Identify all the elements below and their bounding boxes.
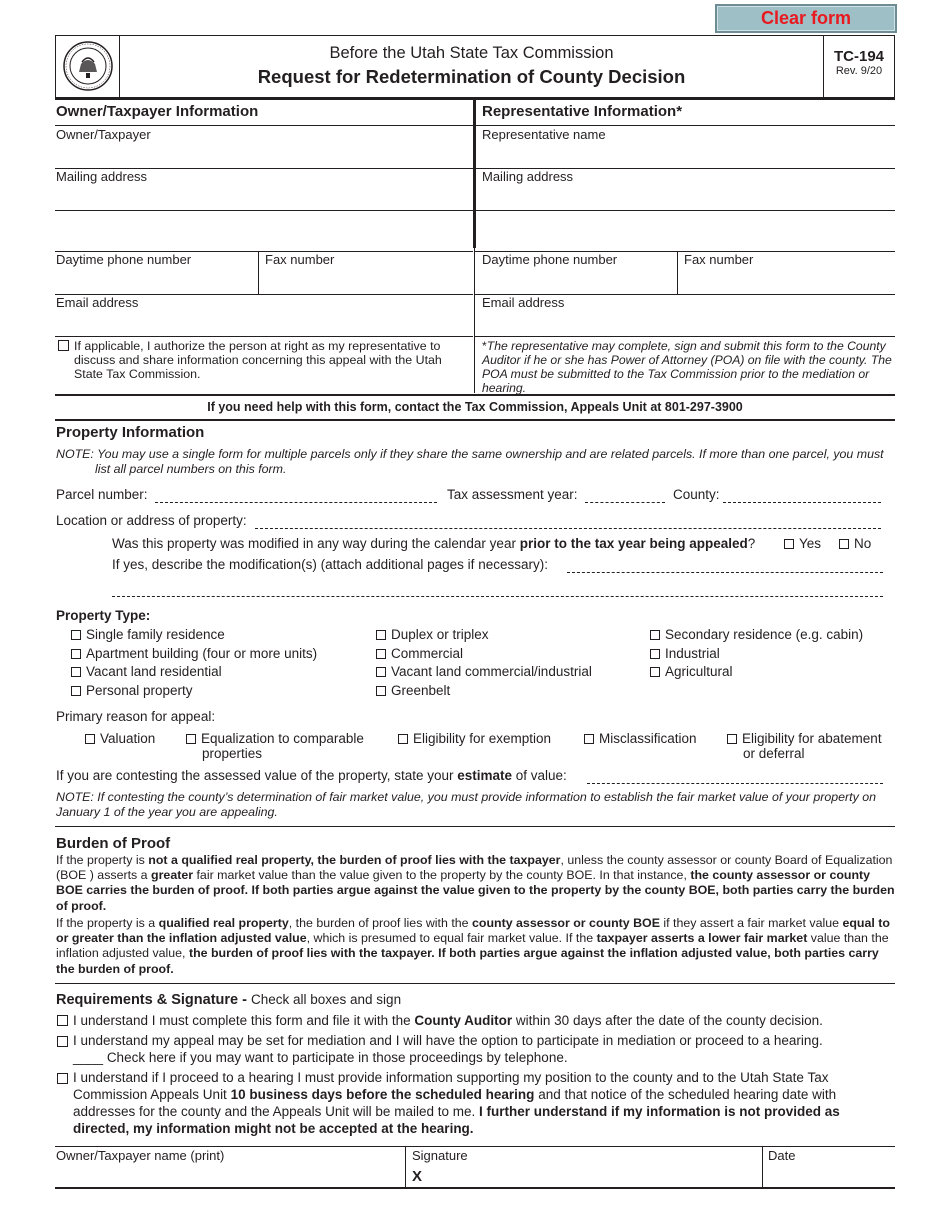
req-item-2-telephone[interactable]: ____ Check here if you may want to participate in those proceedings by telephone. xyxy=(73,1050,568,1065)
modified-yes-option[interactable]: Yes xyxy=(784,536,821,551)
owner-email-input[interactable] xyxy=(56,313,466,335)
reason-equalization-line2: properties xyxy=(202,746,263,761)
rep-email-input[interactable] xyxy=(482,313,892,335)
burden-p2-run: equal to or greater than the inflation adjusted value xyxy=(56,916,890,946)
req-item-1 xyxy=(73,1012,893,1029)
rep-name-label: Representative name xyxy=(482,127,606,142)
burden-p2-run: taxpayer asserts a lower fair market xyxy=(596,931,808,946)
owner-mailing-input-1[interactable] xyxy=(56,187,466,209)
owner-name-input[interactable] xyxy=(56,145,466,167)
ptype-greenbelt[interactable]: Greenbelt xyxy=(376,683,450,698)
county-input[interactable] xyxy=(723,484,881,502)
ptype-single-family[interactable]: Single family residence xyxy=(71,627,225,642)
parcel-label: Parcel number: xyxy=(56,487,148,502)
req-item-2: I understand my appeal may be set for mediation and I will have the option to participate in mediation or proceed to a hearing. xyxy=(73,1033,823,1048)
modified-no-option[interactable]: No xyxy=(839,536,871,551)
rep-mailing-input-1[interactable] xyxy=(482,187,892,209)
req-item1-run: I understand I must complete this form and file it with the xyxy=(73,1013,415,1028)
burden-p2-run: , the burden of proof lies with the xyxy=(288,916,472,930)
property-type-heading: Property Type: xyxy=(56,608,151,623)
owner-phone-input[interactable] xyxy=(56,270,254,292)
modified-question: Was this property was modified in any way during the calendar year prior to the tax year being appealed? xyxy=(112,536,756,551)
rep-fax-input[interactable] xyxy=(683,270,891,292)
req-item-3 xyxy=(73,1069,873,1137)
authorize-checkbox[interactable] xyxy=(58,340,69,351)
location-label: Location or address of property: xyxy=(56,513,247,528)
rep-email-label: Email address xyxy=(482,295,565,310)
req-item-3-checkbox[interactable] xyxy=(57,1073,68,1084)
burden-p1-run: not a qualified real property, the burden of proof lies with the taxpayer xyxy=(148,853,561,867)
rep-fax-label: Fax number xyxy=(684,252,754,267)
rep-name-input[interactable] xyxy=(482,145,892,167)
burden-p2-run: , which is presumed to equal fair market value. If the xyxy=(306,931,597,946)
owner-name-label: Owner/Taxpayer xyxy=(56,127,151,142)
form-number: TC-194 xyxy=(833,48,885,65)
ptype-vacant-commercial[interactable]: Vacant land commercial/industrial xyxy=(376,664,592,679)
reason-abatement[interactable]: Eligibility for abatement xyxy=(727,731,882,746)
burden-paragraph-1 xyxy=(56,853,896,914)
burden-p2-run: county assessor or county BOE xyxy=(471,916,660,930)
property-heading: Property Information xyxy=(56,424,205,441)
signature-mark: X xyxy=(412,1168,423,1185)
no-checkbox[interactable] xyxy=(839,539,849,549)
signature-label: Signature xyxy=(412,1148,468,1163)
req-item-1-checkbox[interactable] xyxy=(57,1015,68,1026)
owner-heading: Owner/Taxpayer Information xyxy=(56,103,259,120)
estimate-input[interactable] xyxy=(587,765,883,783)
rep-note: *The representative may complete, sign and submit this form to the County Auditor if he or she has Power of Attorney (POA) on file with the county. The POA must be submitted to the Tax Commission prior to the mediation or hearing. xyxy=(482,339,892,395)
ptype-industrial[interactable]: Industrial xyxy=(650,646,720,661)
date-input[interactable] xyxy=(768,1164,892,1184)
form-revision: Rev. 9/20 xyxy=(835,65,883,77)
owner-email-label: Email address xyxy=(56,295,139,310)
ptype-secondary[interactable]: Secondary residence (e.g. cabin) xyxy=(650,627,863,642)
ptype-commercial[interactable]: Commercial xyxy=(376,646,463,661)
help-line: If you need help with this form, contact the Tax Commission, Appeals Unit at 801-297-3900 xyxy=(207,400,743,414)
clear-form-button[interactable]: Clear form xyxy=(715,4,897,33)
burden-p1-run: greater xyxy=(151,868,194,883)
owner-fax-label: Fax number xyxy=(265,252,335,267)
burden-p2-run: the burden of proof lies with the taxpayer. If both parties argue against the inflation adjusted value, both parties carry the burden of proof. xyxy=(56,946,879,976)
req-item3-run: and that notice of the scheduled hearing date with addresses for the county and the Appeals Unit will be mailed to me. xyxy=(73,1087,837,1119)
burden-p1-run: the county assessor or county BOE carries the burden of proof. If both parties argue against the value given to the property by the county BOE, both parties carry the burden of proof. xyxy=(56,868,895,913)
header-line1: Before the Utah State Tax Commission xyxy=(329,44,614,62)
req-item3-run: I understand if I proceed to a hearing I must provide information supporting my position to the county and to the Utah State Tax Commission Appeals Unit xyxy=(73,1070,829,1102)
rep-phone-input[interactable] xyxy=(482,270,672,292)
owner-mailing-label: Mailing address xyxy=(56,169,148,184)
print-name-label: Owner/Taxpayer name (print) xyxy=(56,1148,225,1163)
ptype-vacant-residential[interactable]: Vacant land residential xyxy=(71,664,222,679)
print-name-input[interactable] xyxy=(56,1164,401,1184)
ptype-agricultural[interactable]: Agricultural xyxy=(650,664,733,679)
describe-label: If yes, describe the modification(s) (attach additional pages if necessary): xyxy=(112,557,548,572)
req-item-2-checkbox[interactable] xyxy=(57,1036,68,1047)
req-item3-run: I further understand if my information is not provided as directed, my information might not be accepted at the hearing. xyxy=(73,1104,840,1136)
reason-abatement-line2: or deferral xyxy=(743,746,805,761)
burden-p1-run: fair market value than the value given to the property by the county BOE. In that instance, xyxy=(193,868,691,883)
appeal-reason-label: Primary reason for appeal: xyxy=(56,709,216,724)
burden-p2-run: value than the inflation adjusted value, xyxy=(56,931,889,961)
burden-p2-run: if they assert a fair market value xyxy=(659,916,843,930)
parcel-input[interactable] xyxy=(155,484,437,502)
burden-p2-run: If the property is a xyxy=(56,916,159,930)
owner-phone-label: Daytime phone number xyxy=(56,252,192,267)
owner-mailing-input-2[interactable] xyxy=(56,222,466,246)
reason-valuation[interactable]: Valuation xyxy=(85,731,155,746)
signature-input[interactable] xyxy=(428,1164,758,1184)
burden-heading: Burden of Proof xyxy=(56,835,171,852)
rep-mailing-input-2[interactable] xyxy=(482,222,892,246)
ptype-personal[interactable]: Personal property xyxy=(71,683,193,698)
requirements-heading: Requirements & Signature - Check all boxes and sign xyxy=(56,992,402,1008)
burden-paragraph-2 xyxy=(56,916,896,977)
rep-mailing-label: Mailing address xyxy=(482,169,574,184)
authorize-text: If applicable, I authorize the person at right as my representative to discuss and share information concerning this appeal with the Utah State Tax Commission. xyxy=(74,339,442,381)
county-label: County: xyxy=(673,487,720,502)
describe-input-1[interactable] xyxy=(567,554,883,572)
req-item1-run: within 30 days after the date of the county decision. xyxy=(512,1013,823,1028)
describe-input-2[interactable] xyxy=(112,578,883,596)
owner-fax-input[interactable] xyxy=(264,270,468,292)
burden-p1-run: , unless the county assessor or county Board of Equalization (BOE ) asserts a xyxy=(56,853,893,883)
reason-equalization[interactable]: Equalization to comparable xyxy=(186,731,364,746)
estimate-label: If you are contesting the assessed value of the property, state your estimate of value: xyxy=(56,768,567,783)
ptype-duplex[interactable]: Duplex or triplex xyxy=(376,627,489,642)
burden-p1-run: If the property is xyxy=(56,853,149,867)
reason-exemption[interactable]: Eligibility for exemption xyxy=(398,731,551,746)
yes-checkbox[interactable] xyxy=(784,539,794,549)
estimate-note: NOTE: If contesting the county’s determination of fair market value, you must provide information to establish the fair market value of your property on January 1 of the year you are appealing. xyxy=(56,790,877,819)
date-label: Date xyxy=(768,1148,796,1163)
tax-year-input[interactable] xyxy=(585,484,665,502)
reason-misclassification[interactable]: Misclassification xyxy=(584,731,697,746)
tax-year-label: Tax assessment year: xyxy=(447,487,578,502)
form-title: Request for Redetermination of County Decision xyxy=(257,66,686,87)
utah-state-seal xyxy=(62,40,114,92)
property-note: NOTE: You may use a single form for multiple parcels only if they share the same ownership and are related parcels. If more than one parcel, you must list all parcel numbers on this form. xyxy=(56,447,884,476)
req-item3-run: 10 business days before the scheduled hearing xyxy=(230,1087,535,1102)
req-item1-run: County Auditor xyxy=(414,1013,513,1028)
burden-p2-run: qualified real property xyxy=(158,916,289,930)
rep-phone-label: Daytime phone number xyxy=(482,252,618,267)
location-input[interactable] xyxy=(255,510,881,528)
representative-heading: Representative Information* xyxy=(482,103,683,120)
ptype-apartment[interactable]: Apartment building (four or more units) xyxy=(71,646,317,661)
